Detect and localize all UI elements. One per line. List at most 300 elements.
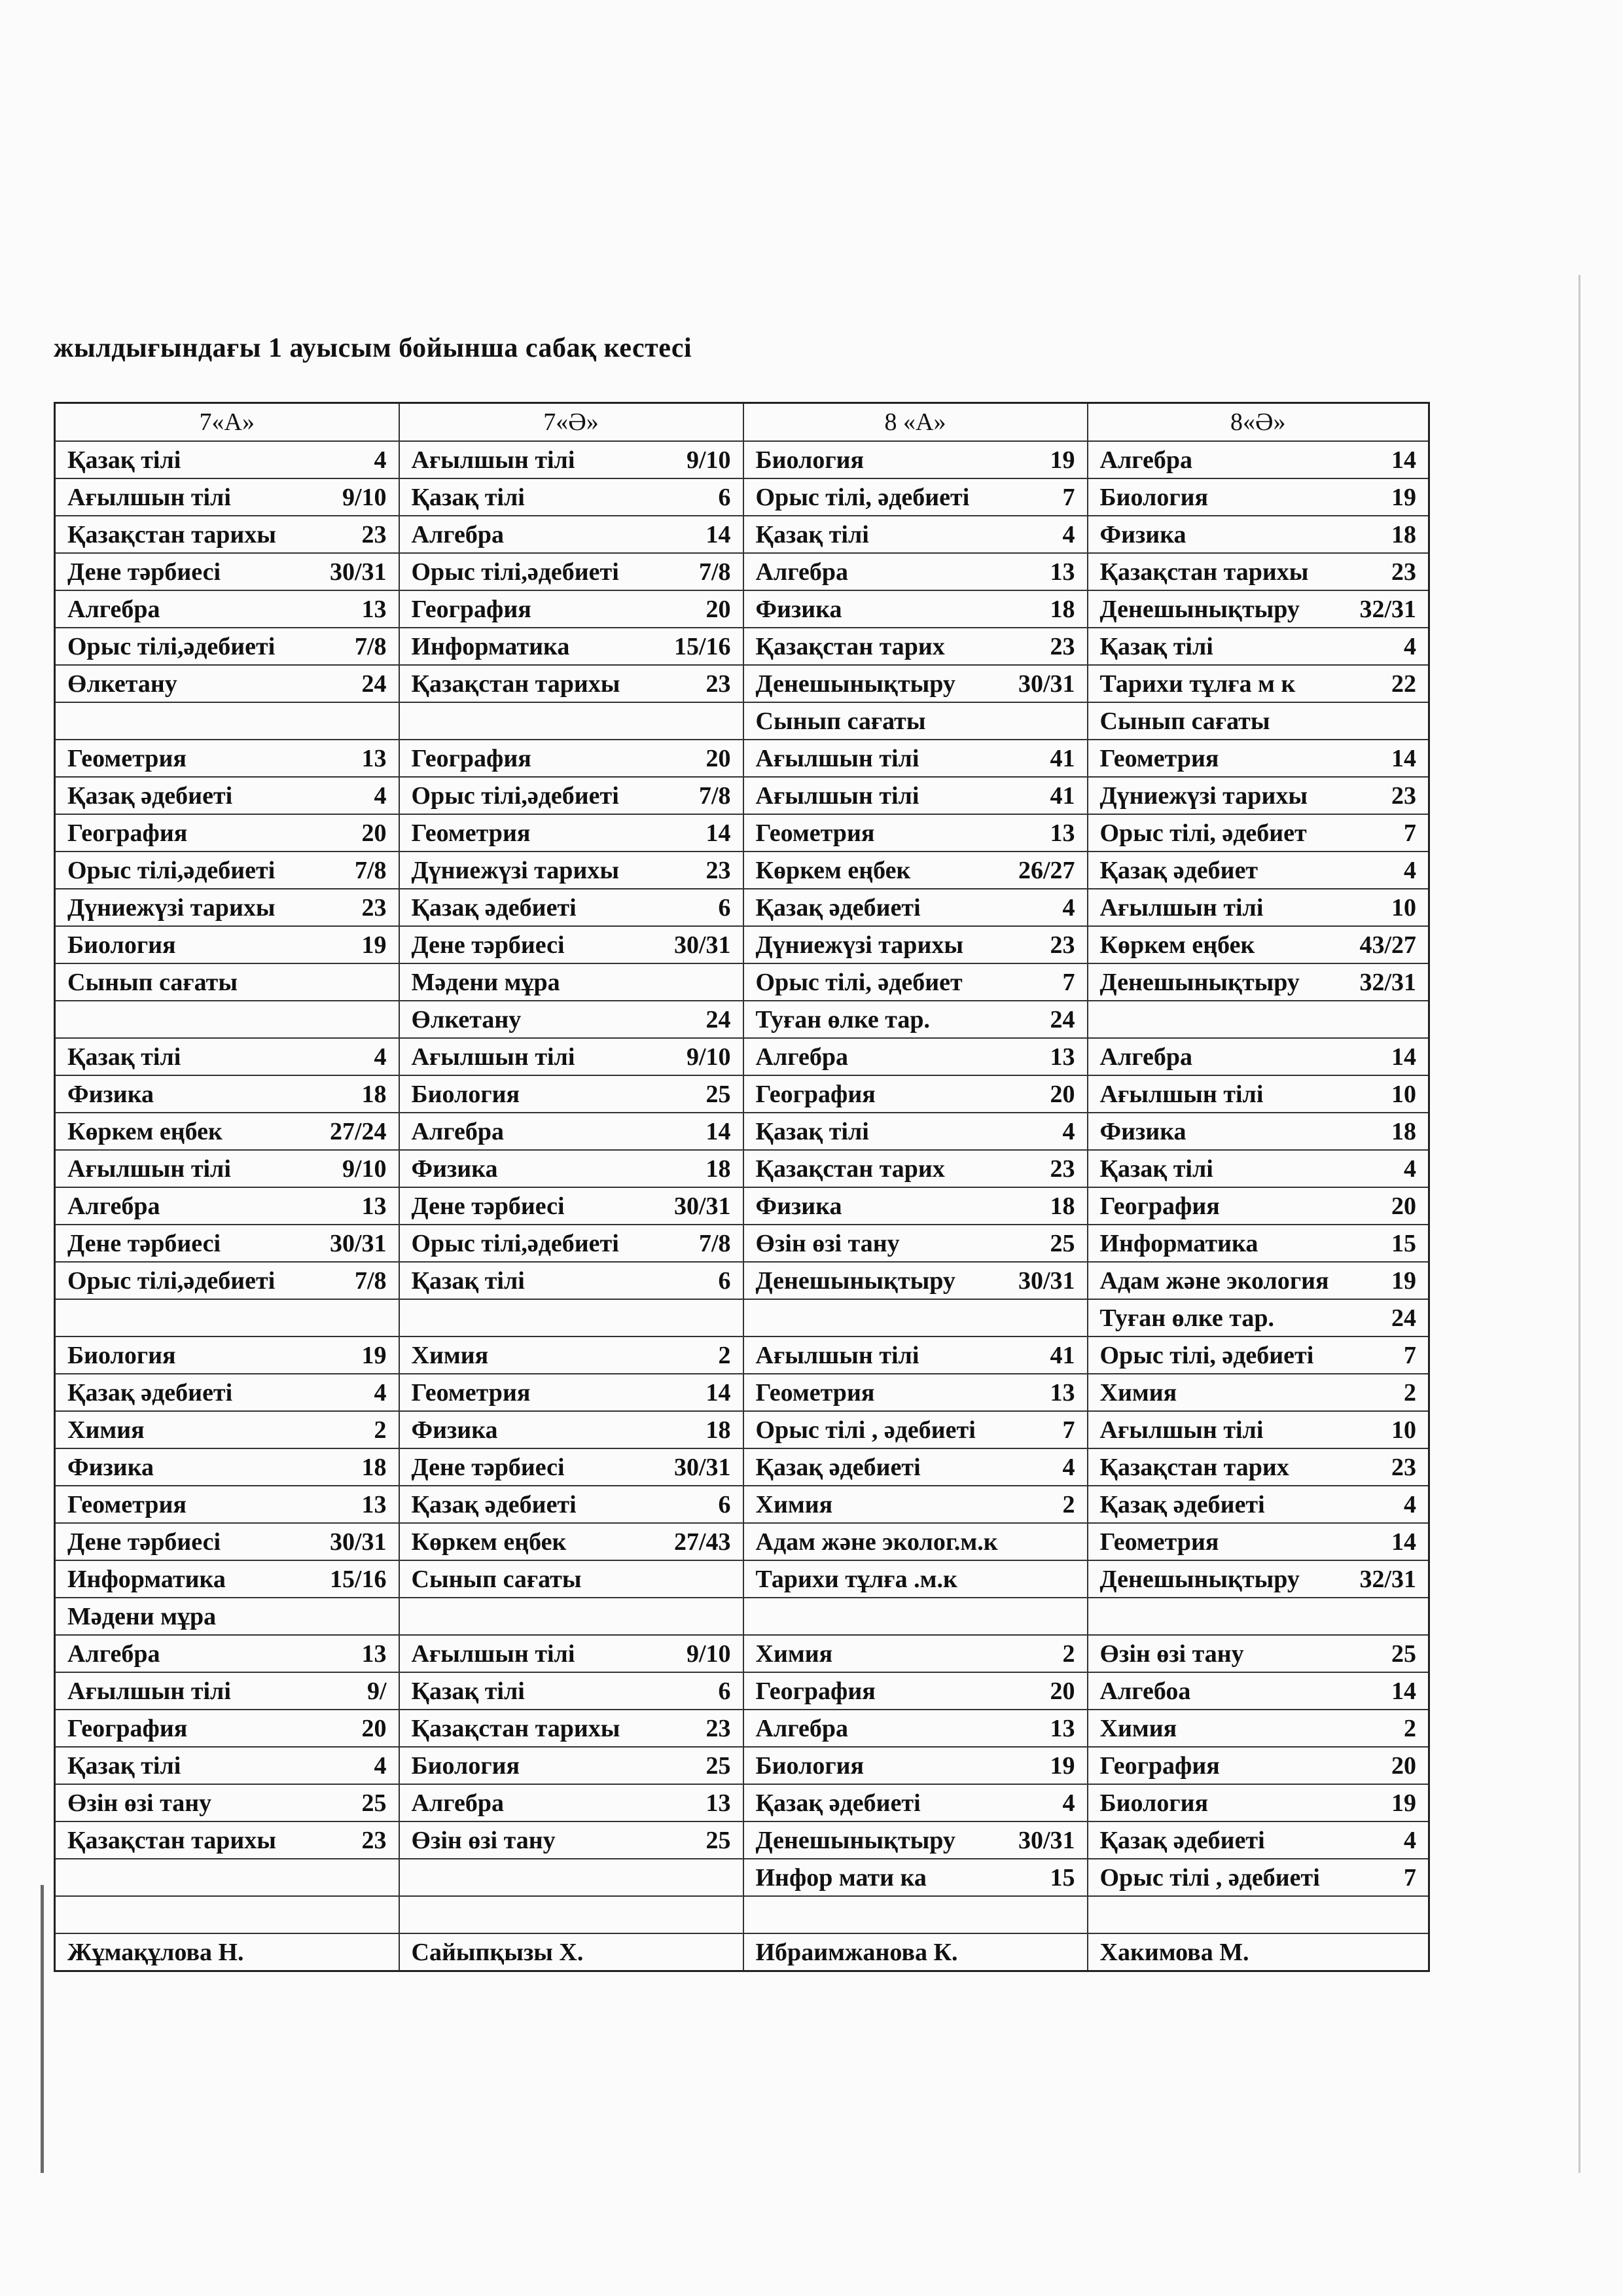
lesson-cell xyxy=(1088,1299,1429,1336)
subject-name: Геометрия xyxy=(67,744,187,772)
lesson-cell xyxy=(1088,516,1429,553)
room-number: 24 xyxy=(705,1005,731,1033)
subject-name: Информатика xyxy=(411,632,570,660)
lesson-row xyxy=(55,889,1429,926)
subject-name: Қазақ әдебиеті xyxy=(755,893,921,922)
room-number: 10 xyxy=(1391,1080,1416,1108)
lesson-row xyxy=(55,1411,1429,1448)
lesson-cell xyxy=(743,926,1088,963)
subject-name: Туған өлке тар. xyxy=(1099,1304,1275,1332)
room-number: 25 xyxy=(1391,1640,1416,1668)
room-number: 7 xyxy=(1404,1863,1416,1892)
room-number: 14 xyxy=(705,520,731,548)
room-number: 25 xyxy=(705,1826,731,1854)
room-number: 4 xyxy=(374,781,387,810)
subject-name: Алгебра xyxy=(411,1789,505,1817)
lesson-cell xyxy=(55,1896,399,1933)
lesson-row xyxy=(55,1113,1429,1150)
subject-name: Сынып сағаты xyxy=(67,968,238,996)
room-number: 9/10 xyxy=(686,1640,731,1668)
lesson-cell xyxy=(743,1038,1088,1075)
subject-name: Орыс тілі,әдебиеті xyxy=(411,558,619,586)
subject-name: Информатика xyxy=(1099,1229,1258,1257)
room-number: 9/10 xyxy=(686,446,731,474)
lesson-cell xyxy=(399,1187,743,1225)
room-number: 41 xyxy=(1050,1341,1075,1369)
lesson-row xyxy=(55,665,1429,702)
room-number: 7/8 xyxy=(354,1266,387,1295)
room-number: 4 xyxy=(1404,1490,1416,1518)
lesson-cell xyxy=(1088,1635,1429,1672)
class-header: 8«Ә» xyxy=(1088,403,1429,442)
subject-name: Қазақ әдебиеті xyxy=(67,781,233,810)
lesson-cell xyxy=(399,1896,743,1933)
subject-name: Ағылшын тілі xyxy=(1099,893,1264,922)
lesson-row xyxy=(55,1747,1429,1784)
room-number: 13 xyxy=(1050,1378,1075,1407)
subject-name: Қазақ әдебиеті xyxy=(411,1490,577,1518)
room-number: 7 xyxy=(1062,483,1075,511)
lesson-cell xyxy=(743,1262,1088,1299)
lesson-row xyxy=(55,1560,1429,1598)
subject-name: Өзін өзі тану xyxy=(67,1789,212,1817)
subject-name: Биология xyxy=(411,1080,520,1108)
subject-name: Өзін өзі тану xyxy=(1099,1640,1244,1668)
lesson-cell xyxy=(743,1560,1088,1598)
subject-name: Физика xyxy=(755,1192,842,1220)
lesson-cell xyxy=(399,814,743,852)
lesson-row xyxy=(55,740,1429,777)
room-number: 18 xyxy=(705,1155,731,1183)
subject-name: Ағылшын тілі xyxy=(755,781,919,810)
lesson-cell xyxy=(55,1635,399,1672)
lesson-row xyxy=(55,852,1429,889)
room-number: 4 xyxy=(1404,856,1416,884)
lesson-cell xyxy=(55,814,399,852)
lesson-cell xyxy=(1088,1710,1429,1747)
subject-name: Қазақ тілі xyxy=(411,1677,525,1705)
lesson-row xyxy=(55,553,1429,590)
subject-name: Орыс тілі, әдебиеті xyxy=(755,483,970,511)
lesson-cell xyxy=(399,1710,743,1747)
room-number: 4 xyxy=(1062,1453,1075,1481)
subject-name: Қазақстан тарихы xyxy=(411,670,620,698)
lesson-cell xyxy=(399,665,743,702)
lesson-cell xyxy=(743,1113,1088,1150)
room-number: 13 xyxy=(705,1789,731,1817)
subject-name: Ағылшын тілі xyxy=(1099,1080,1264,1108)
lesson-cell xyxy=(1088,1784,1429,1821)
lesson-cell xyxy=(399,1486,743,1523)
lesson-cell xyxy=(55,777,399,814)
subject-name: Орыс тілі, әдебиет xyxy=(755,968,963,996)
subject-name: Орыс тілі,әдебиеті xyxy=(67,1266,276,1295)
lesson-cell xyxy=(399,1150,743,1187)
subject-name: Алгебра xyxy=(411,1117,505,1145)
subject-name: Физика xyxy=(411,1155,498,1183)
room-number: 4 xyxy=(1404,1155,1416,1183)
room-number: 30/31 xyxy=(1018,1266,1075,1295)
room-number: 32/31 xyxy=(1359,1565,1416,1593)
room-number: 4 xyxy=(374,446,387,474)
lesson-cell xyxy=(1088,1038,1429,1075)
lesson-cell xyxy=(743,777,1088,814)
subject-name: Денешынықтыру xyxy=(755,670,955,698)
subject-name: Алгебра xyxy=(1099,1043,1193,1071)
lesson-cell xyxy=(55,1113,399,1150)
subject-name: Қазақстан тарихы xyxy=(1099,558,1309,586)
lesson-cell xyxy=(399,590,743,628)
lesson-cell xyxy=(1088,441,1429,478)
room-number: 19 xyxy=(361,931,387,959)
lesson-cell xyxy=(1088,1747,1429,1784)
lesson-cell xyxy=(399,1075,743,1113)
lesson-cell xyxy=(399,1001,743,1038)
room-number: 2 xyxy=(1404,1714,1416,1742)
lesson-row xyxy=(55,1225,1429,1262)
lesson-cell xyxy=(55,516,399,553)
subject-name: Алгебра xyxy=(755,558,849,586)
room-number: 30/31 xyxy=(1018,1826,1075,1854)
room-number: 7 xyxy=(1062,1416,1075,1444)
subject-name: Геометрия xyxy=(1099,1528,1219,1556)
lesson-cell xyxy=(399,628,743,665)
lesson-cell xyxy=(55,889,399,926)
subject-name: Биология xyxy=(755,446,865,474)
room-number: 7 xyxy=(1404,819,1416,847)
lesson-cell xyxy=(743,1299,1088,1336)
lesson-cell xyxy=(399,702,743,740)
room-number: 23 xyxy=(361,893,387,922)
room-number: 25 xyxy=(705,1080,731,1108)
room-number: 25 xyxy=(705,1751,731,1780)
lesson-cell xyxy=(743,1747,1088,1784)
subject-name: Тарихи тұлға .м.к xyxy=(755,1565,957,1593)
lesson-cell xyxy=(399,1336,743,1374)
subject-name: Дене тәрбиесі xyxy=(67,1528,221,1556)
lesson-row xyxy=(55,1635,1429,1672)
room-number: 30/31 xyxy=(329,558,387,586)
subject-name: Сынып сағаты xyxy=(411,1565,582,1593)
lesson-cell xyxy=(743,665,1088,702)
room-number: 18 xyxy=(361,1080,387,1108)
subject-name: Мәдени мұра xyxy=(411,968,560,996)
lesson-cell xyxy=(399,1747,743,1784)
room-number: 6 xyxy=(718,1677,731,1705)
room-number: 7/8 xyxy=(354,856,387,884)
subject-name: Химия xyxy=(67,1416,145,1444)
room-number: 9/10 xyxy=(342,1155,387,1183)
lesson-row xyxy=(55,1486,1429,1523)
room-number: 4 xyxy=(1404,1826,1416,1854)
room-number: 14 xyxy=(705,1378,731,1407)
subject-name: Ағылшын тілі xyxy=(755,1341,919,1369)
lesson-cell xyxy=(399,740,743,777)
subject-name: Дүниежүзі тарихы xyxy=(755,931,964,959)
lesson-cell xyxy=(1088,1262,1429,1299)
room-number: 4 xyxy=(1404,632,1416,660)
subject-name: География xyxy=(755,1080,876,1108)
lesson-row xyxy=(55,441,1429,478)
lesson-cell xyxy=(399,1672,743,1710)
lesson-cell xyxy=(399,889,743,926)
subject-name: Алгебра xyxy=(67,1192,160,1220)
room-number: 15 xyxy=(1050,1863,1075,1892)
subject-name: Өлкетану xyxy=(67,670,177,698)
lesson-cell xyxy=(55,1448,399,1486)
subject-name: Геометрия xyxy=(411,1378,531,1407)
teacher-name: Сайыпқызы Х. xyxy=(399,1933,743,1971)
subject-name: Сынып сағаты xyxy=(1099,707,1270,735)
lesson-cell xyxy=(399,963,743,1001)
subject-name: Физика xyxy=(411,1416,498,1444)
room-number: 18 xyxy=(1391,520,1416,548)
subject-name: Алгебра xyxy=(1099,446,1193,474)
lesson-cell xyxy=(55,926,399,963)
lesson-cell xyxy=(55,1710,399,1747)
lesson-row xyxy=(55,516,1429,553)
room-number: 9/ xyxy=(366,1677,387,1705)
lesson-cell xyxy=(55,963,399,1001)
lesson-cell xyxy=(1088,1225,1429,1262)
lesson-row xyxy=(55,702,1429,740)
lesson-cell xyxy=(743,1710,1088,1747)
room-number: 22 xyxy=(1391,670,1416,698)
room-number: 23 xyxy=(1391,1453,1416,1481)
room-number: 30/31 xyxy=(329,1229,387,1257)
lesson-cell xyxy=(1088,1523,1429,1560)
class-header: 7«Ә» xyxy=(399,403,743,442)
room-number: 13 xyxy=(1050,1714,1075,1742)
subject-name: Қазақ тілі xyxy=(411,483,525,511)
lesson-cell xyxy=(1088,889,1429,926)
class-header: 8 «А» xyxy=(743,403,1088,442)
subject-name: Қазақ әдебиеті xyxy=(755,1453,921,1481)
lesson-cell xyxy=(55,1821,399,1859)
subject-name: Көркем еңбек xyxy=(411,1528,567,1556)
lesson-row xyxy=(55,777,1429,814)
lesson-cell xyxy=(743,1821,1088,1859)
subject-name: Қазақстан тарихы xyxy=(67,520,276,548)
lesson-cell xyxy=(399,777,743,814)
room-number: 19 xyxy=(361,1341,387,1369)
subject-name: Ағылшын тілі xyxy=(411,1640,575,1668)
lesson-cell xyxy=(55,1336,399,1374)
lesson-cell xyxy=(1088,1113,1429,1150)
lesson-row xyxy=(55,1374,1429,1411)
lesson-cell xyxy=(399,1262,743,1299)
lesson-cell xyxy=(1088,665,1429,702)
lesson-row xyxy=(55,1038,1429,1075)
lesson-cell xyxy=(1088,1150,1429,1187)
room-number: 6 xyxy=(718,1490,731,1518)
room-number: 7/8 xyxy=(698,781,731,810)
room-number: 24 xyxy=(1391,1304,1416,1332)
room-number: 15/16 xyxy=(329,1565,387,1593)
room-number: 13 xyxy=(1050,819,1075,847)
teacher-name: Жұмақұлова Н. xyxy=(55,1933,399,1971)
room-number: 20 xyxy=(1391,1192,1416,1220)
lesson-cell xyxy=(1088,1187,1429,1225)
lesson-cell xyxy=(743,1336,1088,1374)
lesson-cell xyxy=(743,1187,1088,1225)
subject-name: Қазақ тілі xyxy=(1099,632,1213,660)
lesson-cell xyxy=(399,516,743,553)
subject-name: Көркем еңбек xyxy=(755,856,911,884)
room-number: 6 xyxy=(718,1266,731,1295)
subject-name: Қазақстан тарих xyxy=(1099,1453,1289,1481)
lesson-cell xyxy=(399,1523,743,1560)
subject-name: Өлкетану xyxy=(411,1005,522,1033)
room-number: 2 xyxy=(1062,1490,1075,1518)
lesson-cell xyxy=(399,441,743,478)
schedule-table xyxy=(54,402,1430,1972)
lesson-cell xyxy=(399,1225,743,1262)
subject-name: Физика xyxy=(67,1453,154,1481)
lesson-cell xyxy=(399,1598,743,1635)
subject-name: Химия xyxy=(755,1490,833,1518)
lesson-cell xyxy=(1088,926,1429,963)
room-number: 13 xyxy=(1050,1043,1075,1071)
subject-name: Қазақ тілі xyxy=(67,1751,181,1780)
subject-name: Қазақ әдебиеті xyxy=(1099,1490,1265,1518)
lesson-cell xyxy=(1088,777,1429,814)
lesson-cell xyxy=(1088,1672,1429,1710)
subject-name: География xyxy=(1099,1751,1220,1780)
lesson-cell xyxy=(1088,590,1429,628)
room-number: 9/10 xyxy=(342,483,387,511)
room-number: 23 xyxy=(1050,632,1075,660)
room-number: 7/8 xyxy=(698,1229,731,1257)
subject-name: География xyxy=(411,744,531,772)
subject-name: Ағылшын тілі xyxy=(67,1155,231,1183)
lesson-cell xyxy=(1088,1001,1429,1038)
subject-name: Ағылшын тілі xyxy=(755,744,919,772)
lesson-cell xyxy=(743,1523,1088,1560)
room-number: 4 xyxy=(1062,1117,1075,1145)
lesson-cell xyxy=(55,1374,399,1411)
room-number: 20 xyxy=(361,819,387,847)
lesson-cell xyxy=(55,1262,399,1299)
lesson-cell xyxy=(55,702,399,740)
lesson-row xyxy=(55,1672,1429,1710)
lesson-cell xyxy=(1088,628,1429,665)
room-number: 14 xyxy=(1391,744,1416,772)
room-number: 7/8 xyxy=(354,632,387,660)
subject-name: Орыс тілі,әдебиеті xyxy=(411,1229,619,1257)
lesson-row xyxy=(55,1859,1429,1896)
lesson-cell xyxy=(743,441,1088,478)
lesson-row xyxy=(55,1001,1429,1038)
subject-name: Қазақстан тарих xyxy=(755,632,945,660)
room-number: 23 xyxy=(361,1826,387,1854)
teacher-row xyxy=(55,1933,1429,1971)
lesson-cell xyxy=(55,852,399,889)
subject-name: Алгебра xyxy=(67,595,160,623)
room-number: 23 xyxy=(1050,931,1075,959)
lesson-cell xyxy=(1088,814,1429,852)
lesson-cell xyxy=(55,1672,399,1710)
room-number: 20 xyxy=(1050,1080,1075,1108)
subject-name: Орыс тілі , әдебиеті xyxy=(755,1416,976,1444)
room-number: 4 xyxy=(1062,1789,1075,1817)
subject-name: Дене тәрбиесі xyxy=(411,1192,565,1220)
lesson-cell xyxy=(55,1523,399,1560)
lesson-cell xyxy=(55,590,399,628)
subject-name: Орыс тілі,әдебиеті xyxy=(67,856,276,884)
subject-name: Геометрия xyxy=(755,819,875,847)
lesson-row xyxy=(55,926,1429,963)
subject-name: Денешынықтыру xyxy=(755,1266,955,1295)
room-number: 20 xyxy=(361,1714,387,1742)
subject-name: Сынып сағаты xyxy=(755,707,926,735)
room-number: 19 xyxy=(1391,1266,1416,1295)
subject-name: Денешынықтыру xyxy=(1099,1565,1300,1593)
lesson-cell xyxy=(55,1560,399,1598)
lesson-cell xyxy=(743,1374,1088,1411)
room-number: 4 xyxy=(374,1751,387,1780)
room-number: 6 xyxy=(718,483,731,511)
lesson-cell xyxy=(743,740,1088,777)
room-number: 30/31 xyxy=(673,931,731,959)
lesson-cell xyxy=(55,1225,399,1262)
subject-name: Информатика xyxy=(67,1565,226,1593)
schedule-body xyxy=(55,441,1429,1971)
lesson-cell xyxy=(55,1784,399,1821)
room-number: 30/31 xyxy=(1018,670,1075,698)
lesson-cell xyxy=(399,478,743,516)
lesson-row xyxy=(55,628,1429,665)
room-number: 23 xyxy=(1391,558,1416,586)
lesson-cell xyxy=(55,1859,399,1896)
subject-name: Дүниежүзі тарихы xyxy=(67,893,276,922)
lesson-cell xyxy=(743,1859,1088,1896)
room-number: 19 xyxy=(1391,483,1416,511)
subject-name: Геометрия xyxy=(411,819,531,847)
subject-name: Орыс тілі,әдебиеті xyxy=(411,781,619,810)
lesson-row xyxy=(55,590,1429,628)
subject-name: Физика xyxy=(1099,1117,1186,1145)
lesson-cell xyxy=(743,1672,1088,1710)
room-number: 14 xyxy=(1391,1528,1416,1556)
lesson-row xyxy=(55,1150,1429,1187)
subject-name: Физика xyxy=(67,1080,154,1108)
room-number: 20 xyxy=(705,595,731,623)
subject-name: География xyxy=(411,595,531,623)
lesson-cell xyxy=(1088,1486,1429,1523)
lesson-row xyxy=(55,1075,1429,1113)
lesson-cell xyxy=(1088,553,1429,590)
room-number: 4 xyxy=(374,1043,387,1071)
subject-name: География xyxy=(1099,1192,1220,1220)
subject-name: Биология xyxy=(411,1751,520,1780)
room-number: 14 xyxy=(705,1117,731,1145)
subject-name: Геометрия xyxy=(755,1378,875,1407)
subject-name: Қазақстан тарихы xyxy=(67,1826,276,1854)
subject-name: Қазақстан тарихы xyxy=(411,1714,620,1742)
subject-name: Қазақ әдебиеті xyxy=(67,1378,233,1407)
subject-name: Денешынықтыру xyxy=(1099,595,1300,623)
subject-name: Биология xyxy=(67,931,176,959)
lesson-cell xyxy=(743,963,1088,1001)
subject-name: Химия xyxy=(411,1341,489,1369)
room-number: 9/10 xyxy=(686,1043,731,1071)
room-number: 32/31 xyxy=(1359,595,1416,623)
room-number: 41 xyxy=(1050,744,1075,772)
lesson-cell xyxy=(743,1150,1088,1187)
lesson-cell xyxy=(743,1486,1088,1523)
subject-name: География xyxy=(67,819,188,847)
